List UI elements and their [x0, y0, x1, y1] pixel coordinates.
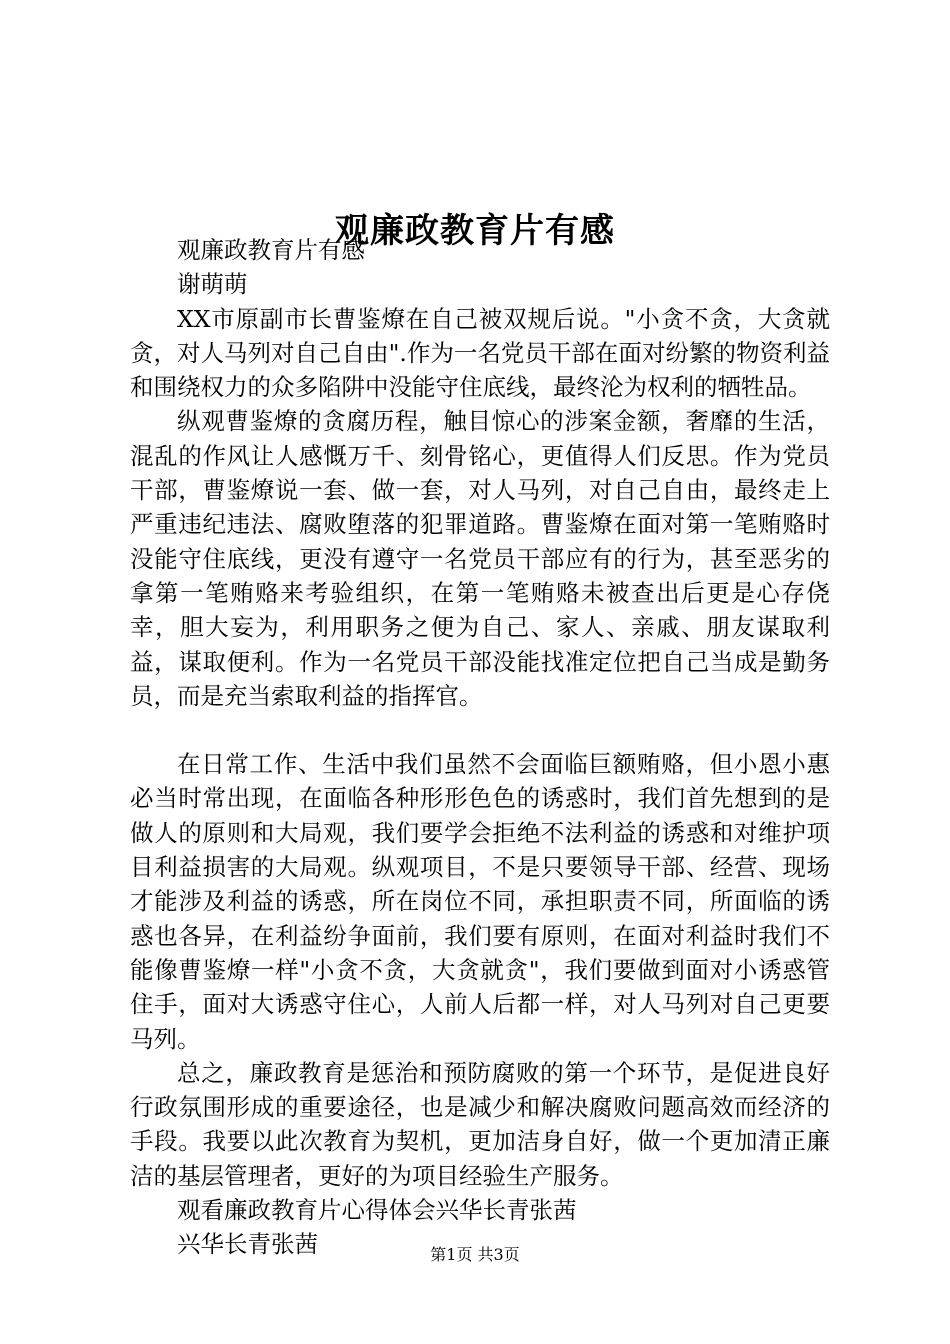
- body-paragraph: 总之，廉政教育是惩治和预防腐败的第一个环节，是促进良好行政氛围形成的重要途径，也是减少和解决腐败问题高效而经济的手段。我要以此次教育为契机，更加洁身自好，做一个更加清正廉洁的基层管理者，更好的为项目经验生产服务。: [130, 1058, 830, 1190]
- body-author: 谢萌萌: [177, 270, 248, 299]
- body-next-title: 观看廉政教育片心得体会兴华长青张茜: [177, 1196, 577, 1225]
- document-body: [130, 233, 830, 1262]
- body-next-author: 兴华长青张茜: [177, 1230, 318, 1259]
- document-title: 观廉政教育片有感: [335, 210, 615, 251]
- body-paragraph: 纵观曹鉴燎的贪腐历程，触目惊心的涉案金额，奢靡的生活，混乱的作风让人感慨万千、刻骨铭心，更值得人们反思。作为党员干部，曹鉴燎说一套、做一套，对人马列，对自己自由，最终走上严重违纪违法、腐败堕落的犯罪道路。曹鉴燎在面对第一笔贿赂时没能守住底线，更没有遵守一名党员干部应有的行为，甚至恶劣的拿第一笔贿赂来考验组织，在第一笔贿赂未被查出后更是心存侥幸，胆大妄为，利用职务之便为自己、家人、亲戚、朋友谋取利益，谋取便利。作为一名党员干部没能找准定位把自己当成是勤务员，而是充当索取利益的指挥官。: [130, 407, 830, 710]
- body-subtitle: 观廉政教育片有感: [177, 236, 365, 264]
- body-paragraph: 在日常工作、生活中我们虽然不会面临巨额贿赂，但小恩小惠必当时常出现，在面临各种形形色色的诱惑时，我们首先想到的是做人的原则和大局观，我们要学会拒绝不法利益的诱惑和对维护项目利益损害的大局观。纵观项目，不是只要领导干部、经营、现场才能涉及利益的诱惑，所在岗位不同，承担职责不同，所面临的诱惑也各异，在利益纷争面前，我们要有原则，在面对利益时我们不能像曹鉴燎一样"小贪不贪，大贪就贪"，我们要做到面对小诱惑管住手，面对大诱惑守住心，人前人后都一样，对人马列对自己更要马列。: [130, 750, 830, 1053]
- page-number-footer: 第1页 共3页: [430, 1245, 520, 1264]
- body-paragraph: XX市原副市长曹鉴燎在自己被双规后说。"小贪不贪，大贪就贪，对人马列对自己自由".作为一名党员干部在面对纷繁的物资利益和围绕权力的众多陷阱中没能守住底线，最终沦为权利的牺牲品。: [130, 304, 830, 402]
